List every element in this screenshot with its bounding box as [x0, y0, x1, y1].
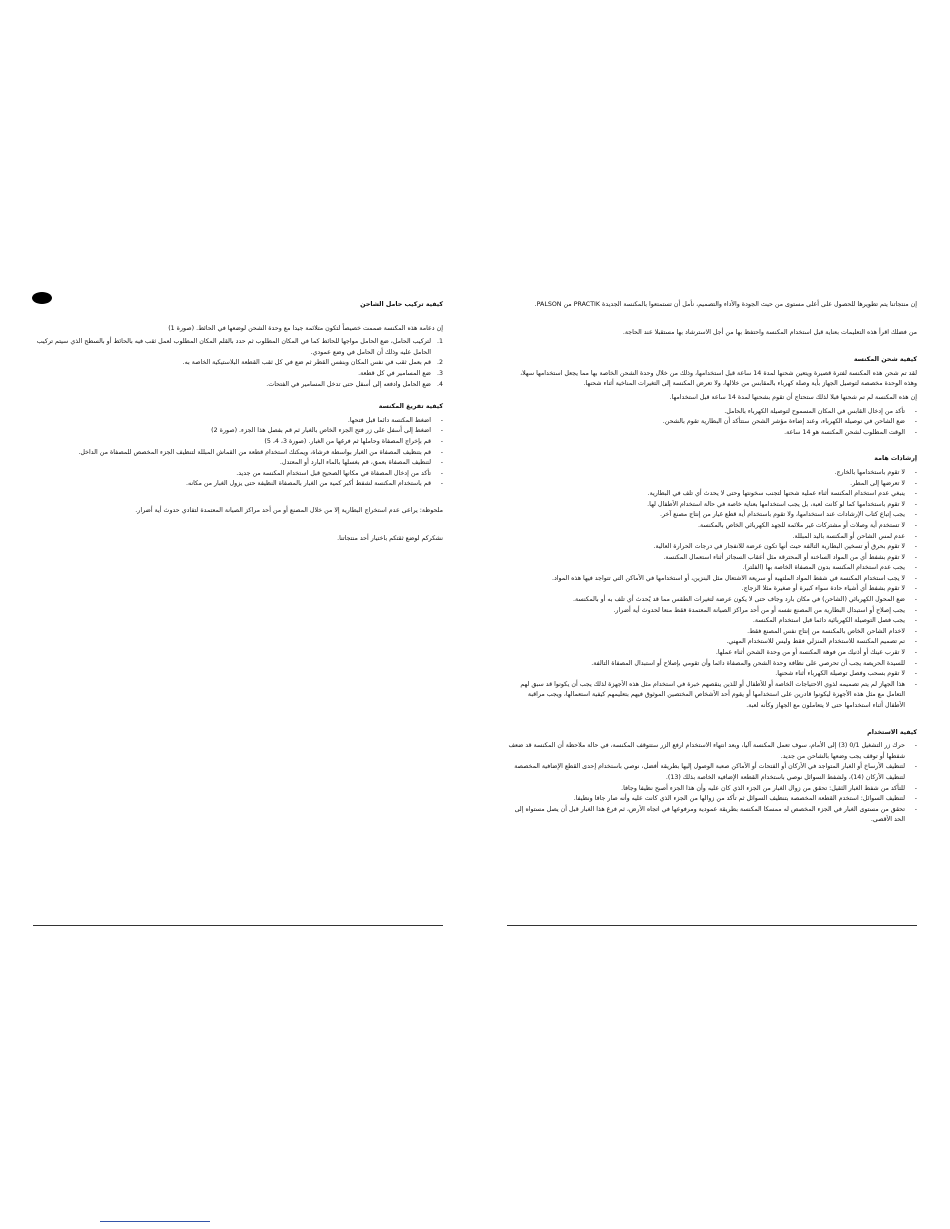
bottom-divider	[100, 1221, 210, 1222]
list-item: - ضع المحول الكهربائي (الشاحن) في مكان بارد وجاف حتى لا يكون عرضة لتغيرات الطقس مما قد يُحدث أي تلف به أو بالمكنسة.	[507, 595, 905, 606]
list-item: - لاخدام الشاحن الخاص بالمكنسة من إنتاج نفس المصنع فقط.	[507, 627, 905, 638]
list-item: - هذا الجهاز لم يتم تصميمه لذوي الاحتياجات الخاصة أو للأطفال أو للذين ينقصهم خبرة في استخدام مثل هذه الأجهزة لذلك يجب أن يكونوا قد سبق لهم التعامل مع مثل هذه الأجهزة ليكونوا قادرين على استخدامها أو يقوم أحد الأشخاص المختصين الموثوق فيهم بتعليمهم كيفية استعمالها، ويجب مراقبة الأطفال أثناء استخدامها حتى لا يتعاملون مع الجهاز وكأنه لعبة.	[507, 680, 905, 712]
list-item: - لا تقوم بشفط أي من المواد الساخنة أو المحترقة مثل أعقاب السجائر أثناء استعمال المكنسة.	[507, 553, 905, 564]
list-item: - اضغط المكنسة دائما قبل فتحها.	[33, 416, 431, 427]
list-item: - ضع الشاحن في توصيلة الكهرباء، وعند إضاءة مؤشر الشحن ستتأكد أن البطارية تقوم بالشحن.	[507, 417, 905, 428]
list-item: - لا تقوم باستخدامها بالخارج.	[507, 468, 905, 479]
list-item: 1. لتركيب الحامل، ضع الحامل مواجها للحائط كما في المكان المطلوب ثم حدد بالقلم المكان المطلوب لعمل ثقب فيه بالحائط أو بالسطح الذي سيتم تركيب الحامل عليه وذلك أن الحامل في وضع عمودي.	[36, 338, 443, 356]
charging-heading: كيفية شحن المكنسة	[853, 356, 917, 364]
list-item: - حرك زر التشغيل 0/1 (3) إلى الأمام، سوف تعمل المكنسة آليا، وبعد انتهاء الاستخدام ارفع الزر ستتوقف المكنسة، في حالة ملاحظة أن المكنسة قد ضعف شفطها أو توقف يجب وضعها بالشاحن من جديد.	[507, 741, 905, 762]
thanks-note: نشكركم لوضع ثقتكم باختيار أحد منتجاتنا.	[337, 534, 443, 542]
list-item: - لتنظيف الأرساخ أو الغبار المتواجد في الأركان أو الفتحات أو الأماكن صعبة الوصول إليها بطريقة أفضل، نوصي باستخدام إحدى القطع الإضافية المخصصة لتنظيف الأركان (14)، ولشفط السوائل نوصي باستخدام القطعة الإضافية الخاصة بذلك (13).	[507, 762, 905, 783]
list-item: - لا تقوم بسحب وفصل توصيلة الكهرباء أثناء شحنها.	[507, 669, 905, 680]
safety-heading: إرشادات هامة	[874, 455, 917, 463]
intro-paragraph: إن منتجاتنا يتم تطويرها للحصول على أعلى مستوى من حيث الجودة والأداء والتصميم، نأمل أن تستمتعوا بالمكنسة الجديدة PRACTIK من PALSON.	[534, 301, 917, 308]
list-item: - يجب إصلاح أو استبدال البطارية من المصنع نفسه أو من أحد مراكز الصيانة المعتمدة فقط منعا لحدوث أية أضرار.	[507, 606, 905, 617]
list-item: - لا تستخدم أية وصلات أو مشتركات غير ملائمة للجهد الكهربائي الخاص بالمكنسة.	[507, 521, 905, 532]
list-item: - لتنظيف السوائل: استخدم القطعة المخصصة بتنظيف السوائل ثم تأكد من زوالها من الجزء الذي كانت عليه وأنه صار جافا ونظيفا.	[507, 794, 905, 805]
holder-install-steps	[33, 337, 443, 390]
right-page	[507, 300, 917, 828]
safety-list	[507, 468, 917, 712]
right-page-footer-divider	[507, 925, 917, 926]
list-item: 2. قم بعمل ثقب في نفس المكان وبنفس القطر ثم ضع في كل ثقب القطعة البلاستيكية الخاصة به.	[182, 359, 443, 367]
list-item: - عدم لمس الشاحن أو المكنسة باليد المبللة.	[507, 532, 905, 543]
emptying-heading: كيفية تفريغ المكنسة	[378, 403, 443, 411]
list-item: - لا تقوم بشفط أي أشياء حادة سواء كبيرة أو صغيرة مثلا الزجاج.	[507, 584, 905, 595]
list-item: - لا تقوم باستخدامها كما لو كانت لعبة، بل يجب استخدامها بعناية خاصة في حالة استخدام الأطفال لها.	[507, 500, 905, 511]
list-item: - ينبغي عدم استخدام المكنسة أثناء عملية شحنها لتجنب سخونتها وحتى لا يحدث أي تلف في البطارية.	[507, 489, 905, 500]
emptying-list	[33, 416, 443, 490]
list-item: - يجب فصل التوصيلة الكهربائية دائما قبل استخدام المكنسة.	[507, 616, 905, 627]
list-item: - لا تقوم بحرق أو تسخين البطارية التالفة حيث أنها تكون عرضة للانفجار في درجات الحرارة العالية.	[507, 542, 905, 553]
list-item: - قم باستخدام المكنسة لشفط أكبر كمية من الغبار بالمصفاة النظيفة حتى يزول الغبار من مكانه.	[33, 479, 431, 490]
left-page-footer-divider	[33, 925, 443, 926]
read-instructions-paragraph: من فضلك اقرأ هذه التعليمات بعناية قبل استخدام المكنسة واحتفظ بها من أجل الاسترشاد بها مستقبلا عند الحاجة.	[622, 328, 917, 336]
usage-list	[507, 741, 917, 826]
list-item: - تم تصميم المكنسة للاستخدام المنزلي فقط وليس للاستخدام المهني.	[507, 637, 905, 648]
left-page	[33, 300, 443, 547]
list-item: - لا تقرب عينك أو أذنيك من فوهة المكنسة أو من وحدة الشحن أثناء عملها.	[507, 648, 905, 659]
charging-paragraph: لقد تم شحن هذه المكنسة لفترة قصيرة ويتعين شحنها لمدة 14 ساعة قبل استخدامها، وذلك من خلال وحدة الشحن الخاصة بها مما يجعل استخدامها سهلا، وهذه الوحدة مخصصة لتوصيل الجهاز بأية وصلة كهرباء بالمقابس من خلالها، ولا تعرض المكنسة إلى التغيرات المناخية أثناء شحنها.	[520, 369, 917, 388]
list-item: - لتنظيف المصفاة بعمق، قم بغسلها بالماء البارد أو المعتدل.	[33, 458, 431, 469]
list-item: - تأكد من إدخال القابس في المكان المسموح لتوصيلة الكهرباء بالحامل.	[507, 407, 905, 418]
list-item: - للسيدة الحريصة يجب أن تحرصي على نظافة وحدة الشحن والمصفاة دائما وأن تقومي بإصلاح أو استبدال المصفاة التالفة.	[507, 659, 905, 670]
list-item: - تحقق من مستوى الغبار في الجزء المخصص له ممسكا المكنسة بطريقة عمودية ومرفوعها في اتجاه الأرض، ثم فرغ هذا الغبار قبل أن يصل مستواه إلى الحد الأقصى.	[507, 805, 905, 826]
list-item: 4. ضع الحامل وادفعه إلى أسفل حتى تدخل المسامير في الفتحات.	[266, 380, 443, 388]
list-item: - لا تعرضها إلى المطر.	[507, 479, 905, 490]
charging-paragraph-2: إن هذه المكنسة لم تم شحنها قبلا لذلك ستحتاج أن تقوم بشحنها لمدة 14 ساعة قبل استخدامها.	[669, 393, 917, 401]
list-item: - قم بإخراج المصفاة وحاملها ثم فرغها من الغبار. (صورة 3، 4، 5)	[33, 437, 431, 448]
battery-note: ملحوظة: يراعى عدم استخراج البطارية إلا من خلال المصنع أو من أحد مراكز الصيانة المعتمدة لتفادي حدوث أية أضرار.	[135, 506, 443, 514]
list-item: - اضغط إلى أسفل على زر فتح الجزء الخاص بالغبار ثم قم بفصل هذا الجزء. (صورة 2)	[33, 426, 431, 437]
list-item: - قم بتنظيف المصفاة من الغبار بواسطة فرشاة، ويمكنك استخدام قطعة من القماش المبللة لتنظيف الجزء المخصص للمصفاة من الداخل.	[33, 448, 431, 459]
list-item: - لا يجب استخدام المكنسة في شفط المواد الملتهبة أو سريعة الاشتعال مثل البنزين، أو استخدامها في الأماكن التي تتواجد فيها هذه المواد.	[507, 574, 905, 585]
list-item: - يجب إتباع كتاب الإرشادات عند استخدامها، ولا تقوم باستخدام أية قطع غيار من إنتاج مصنع آخر.	[507, 510, 905, 521]
holder-install-intro: إن دعامة هذه المكنسة صممت خصيصاً لتكون متلائمة جيدا مع وحدة الشحن لوضعها في الحائط. (صورة 1)	[168, 324, 443, 332]
holder-install-heading: كيفية تركيب حامل الشاحن	[360, 301, 443, 308]
list-item: - تأكد من إدخال المصفاة في مكانها الصحيح قبل استخدام المكنسة من جديد.	[33, 469, 431, 480]
list-item: 3. ضع المسامير في كل قطعة.	[358, 369, 443, 377]
list-item: - للتأكد من شفط الغبار الثقيل: تحقق من زوال الغبار من الجزء الذي كان عليه وأن هذا الجزء أصبح نظيفا وجافا.	[507, 784, 905, 795]
list-item: - الوقت المطلوب لشحن المكنسة هو 14 ساعة.	[507, 428, 905, 439]
list-item: - يجب عدم استخدام المكنسة بدون المصفاة الخاصة بها (الفلتر).	[507, 563, 905, 574]
usage-heading: كيفية الاستخدام	[867, 728, 917, 736]
charging-list	[507, 407, 917, 439]
